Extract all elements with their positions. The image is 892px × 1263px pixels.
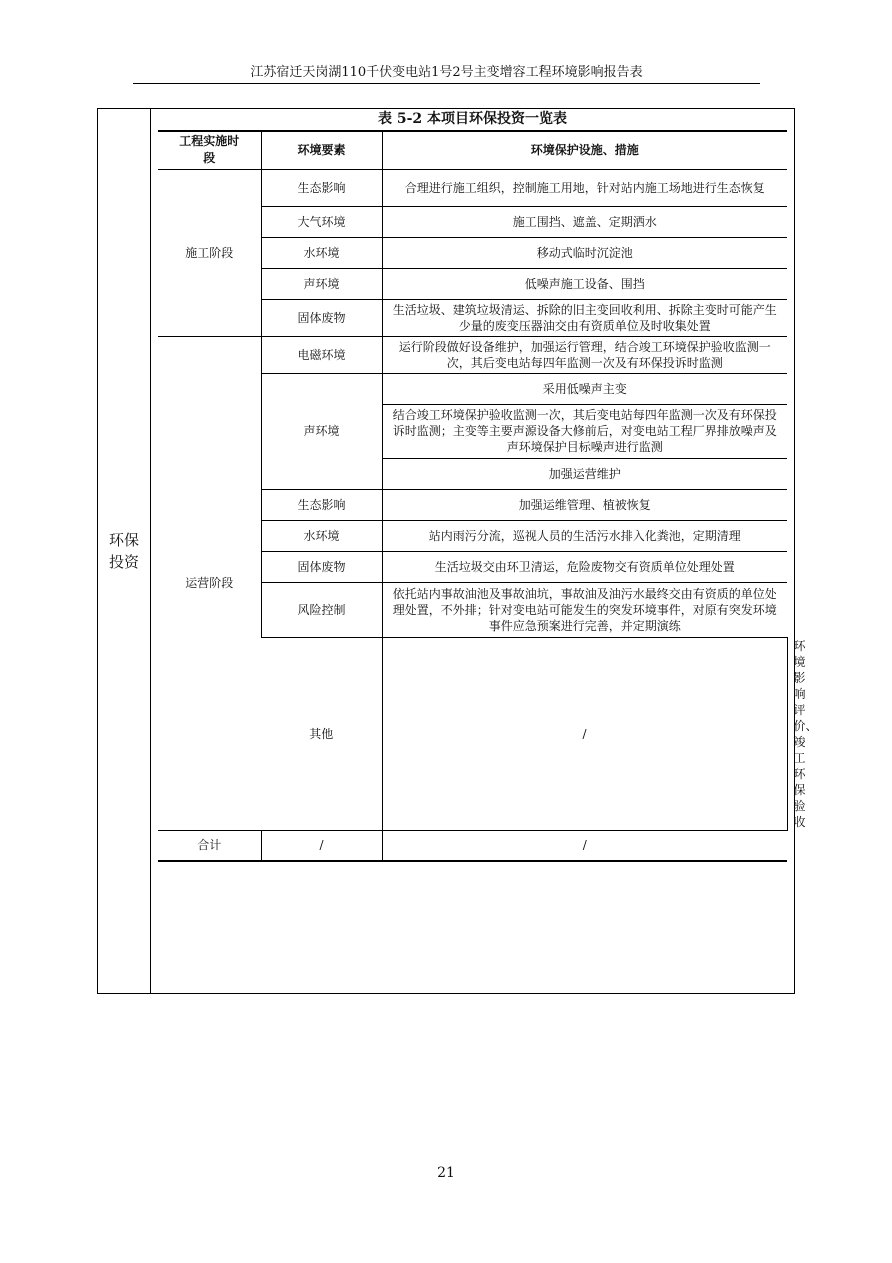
measure-cell: 低噪声施工设备、围挡 (382, 268, 787, 299)
side-label-cell (98, 109, 150, 993)
measure-cell: / (382, 830, 787, 861)
element-cell-noise: 声环境 (261, 373, 382, 489)
element-cell: 固体废物 (261, 551, 382, 582)
stage-other: 其他 (261, 637, 382, 830)
measure-cell: 移动式临时沉淀池 (382, 237, 787, 268)
header-measure: 环境保护设施、措施 (382, 131, 787, 169)
measure-cell: 采用低噪声主变 (382, 373, 787, 404)
element-cell: 生态影响 (261, 489, 382, 520)
measure-cell: 加强运维管理、植被恢复 (382, 489, 787, 520)
header-row (158, 131, 787, 169)
element-cell: 电磁环境 (261, 336, 382, 373)
table-title: 表 5-2 本项目环保投资一览表 (377, 111, 568, 127)
measure-cell: 站内雨污分流，巡视人员的生活污水排入化粪池，定期清理 (382, 520, 787, 551)
side-label: 环保投资 (108, 531, 139, 571)
measure-cell: 依托站内事故油池及事故油坑，事故油及油污水最终交由有资质的单位处理处置，不外排；针对变电站可能发生的突发环境事件，对原有突发环境事件应急预案进行完善，并定期演练 (382, 582, 787, 637)
page-header: 江苏宿迁天岗湖110千伏变电站1号2号主变增容工程环境影响报告表 (250, 65, 643, 80)
element-cell: 水环境 (261, 237, 382, 268)
investment-table (158, 130, 818, 862)
element-cell: 声环境 (261, 268, 382, 299)
measure-cell: 生活垃圾交由环卫清运，危险废物交有资质单位处理处置 (382, 551, 787, 582)
measure-cell: 运行阶段做好设备维护，加强运行管理，结合竣工环境保护验收监测一次，其后变电站每四年监测一次及有环保投诉时监测 (382, 336, 787, 373)
header-rule (133, 83, 760, 84)
header-element: 环境要素 (261, 131, 382, 169)
table-row (158, 830, 787, 861)
measure-cell: 加强运营维护 (382, 458, 787, 489)
table-row (158, 169, 787, 206)
measure-cell: 结合竣工环境保护验收监测一次，其后变电站每四年监测一次及有环保投诉时监测；主变等主要声源设备大修前后，对变电站工程厂界排放噪声及声环境保护目标噪声进行监测 (382, 404, 787, 458)
measure-cell: 合理进行施工组织，控制施工用地，针对站内施工场地进行生态恢复 (382, 169, 787, 206)
stage-operation: 运营阶段 (158, 336, 261, 830)
measure-cell: 生活垃圾、建筑垃圾清运、拆除的旧主变回收利用、拆除主变时可能产生少量的废变压器油交由有资质单位及时收集处置 (382, 299, 787, 336)
table-row: 其他 / 环境影响评价、竣工环保验收 (158, 637, 787, 830)
element-cell: 生态影响 (261, 169, 382, 206)
measure-cell: 施工围挡、遮盖、定期洒水 (382, 206, 787, 237)
element-cell: 风险控制 (261, 582, 382, 637)
element-cell: 大气环境 (261, 206, 382, 237)
stage-construction: 施工阶段 (158, 169, 261, 336)
element-cell: 水环境 (261, 520, 382, 551)
table-row (158, 336, 787, 373)
page-number: 21 (437, 1165, 455, 1181)
stage-total: 合计 (158, 830, 261, 861)
outer-divider (150, 109, 151, 993)
element-cell: / (261, 830, 382, 861)
element-cell: 固体废物 (261, 299, 382, 336)
element-cell: / (382, 637, 787, 830)
header-stage: 工程实施时段 (158, 131, 261, 169)
